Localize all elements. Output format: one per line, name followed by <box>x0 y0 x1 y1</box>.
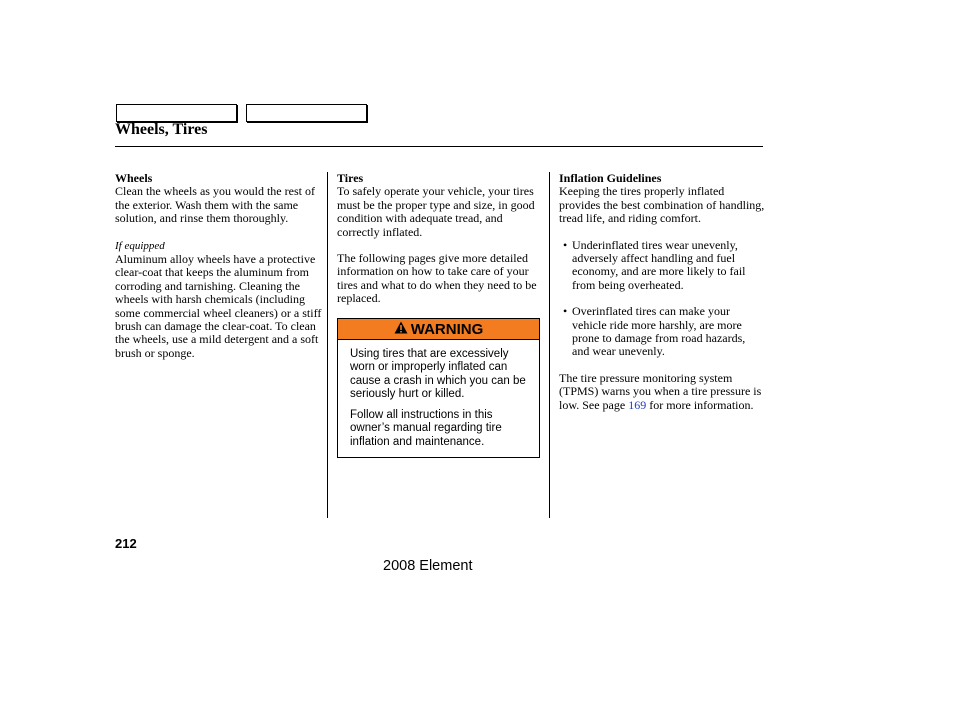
page-link-169[interactable]: 169 <box>628 397 647 412</box>
tpms-text: The tire pressure monitoring system (TPMS) warns you when a tire pressure is low. See page <box>559 370 762 412</box>
list-item <box>559 239 765 293</box>
tpms-paragraph <box>559 372 765 412</box>
page-title: Wheels, Tires <box>115 121 208 138</box>
column-divider-2 <box>549 172 550 518</box>
inflation-paragraph: Keeping the tires properly inflated provides the best combination of handling, tread life, and riding comfort. <box>559 184 765 226</box>
alloy-wheels-paragraph: Aluminum alloy wheels have a protective clear-coat that keeps the aluminum from corroding and tarnishing. Cleaning the wheels with harsh chemicals (including some commercial wheel cleaners) or a stiff brush can damage the clear-coat. To clean the wheels, use a mild detergent and a soft brush or sponge. <box>115 252 322 360</box>
bullet-dot: • <box>563 237 568 252</box>
list-item <box>559 305 765 359</box>
warning-text-1: Using tires that are excessively worn or improperly inflated can cause a crash in which you can be seriously hurt or killed. <box>350 348 526 400</box>
nav-button-2[interactable] <box>246 104 367 122</box>
section-heading-inflation: Inflation Guidelines <box>559 171 662 185</box>
warning-body <box>338 340 539 449</box>
section-heading-wheels: Wheels <box>115 171 153 185</box>
warning-text-2: Follow all instructions in this owner’s manual regarding tire inflation and maintenance. <box>350 409 502 448</box>
column-tires <box>337 172 543 306</box>
footer-title: 2008 Element <box>383 558 473 574</box>
nav-button-1[interactable] <box>116 104 237 122</box>
column-divider-1 <box>327 172 328 518</box>
page-number: 212 <box>115 536 137 551</box>
title-divider <box>115 146 763 147</box>
if-equipped-note: If equipped <box>115 239 165 252</box>
column-wheels <box>115 172 323 360</box>
warning-triangle-icon <box>394 321 408 338</box>
section-heading-tires: Tires <box>337 171 364 185</box>
tires-followup-paragraph: The following pages give more detailed information on how to take care of your tires and what to do when they need to be replaced. <box>337 251 537 306</box>
tires-paragraph: To safely operate your vehicle, your tires must be the proper type and size, in good condition with adequate tread, and correctly inflated. <box>337 184 535 239</box>
warning-label: WARNING <box>410 320 484 338</box>
bullet-dot: • <box>563 304 568 319</box>
inflation-bullet-list <box>559 239 765 359</box>
tpms-text-end: for more information. <box>646 397 754 412</box>
warning-box <box>337 318 540 458</box>
warning-header <box>338 319 539 340</box>
column-inflation <box>559 172 765 412</box>
list-item-text: Overinflated tires can make your vehicle ride more harshly, are more prone to damage from road hazards, and wear unevenly. <box>572 304 746 359</box>
wheels-paragraph: Clean the wheels as you would the rest of the exterior. Wash them with the same solution, and rinse them thoroughly. <box>115 184 315 226</box>
list-item-text: Underinflated tires wear unevenly, adversely affect handling and fuel economy, and are more likely to fail from being overheated. <box>572 237 746 292</box>
